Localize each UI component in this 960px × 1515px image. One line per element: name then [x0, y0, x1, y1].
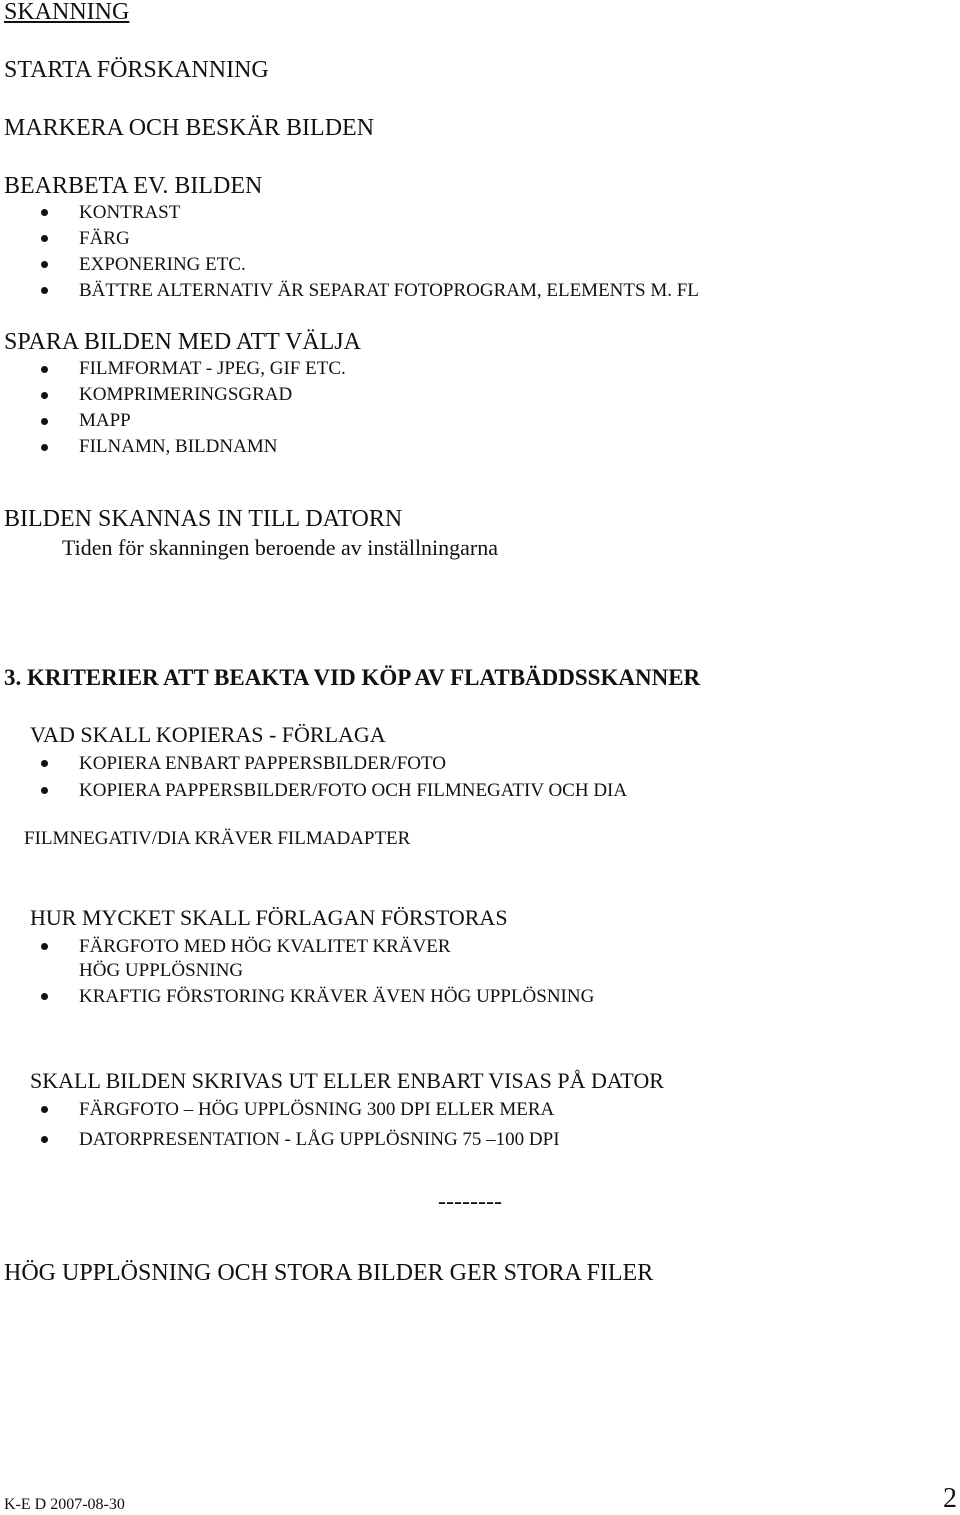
- bullet-icon: [41, 418, 48, 425]
- heading-skall-bilden: SKALL BILDEN SKRIVAS UT ELLER ENBART VISAS PÅ DATOR: [30, 1068, 664, 1093]
- section-title-skanning: SKANNING: [4, 0, 130, 25]
- list-item: FÄRG: [79, 228, 130, 249]
- bullet-icon: [41, 366, 48, 373]
- heading-vad-skall-kopieras: VAD SKALL KOPIERAS - FÖRLAGA: [30, 722, 386, 747]
- list-item: KOPIERA ENBART PAPPERSBILDER/FOTO: [79, 753, 446, 774]
- bullet-icon: [41, 943, 48, 950]
- list-item: KRAFTIG FÖRSTORING KRÄVER ÄVEN HÖG UPPLÖSNING: [79, 986, 595, 1007]
- bullet-icon: [41, 1136, 48, 1143]
- bullet-icon: [41, 1106, 48, 1113]
- bullet-icon: [41, 235, 48, 242]
- list-item: KOMPRIMERINGSGRAD: [79, 384, 293, 405]
- footer-date: K-E D 2007-08-30: [4, 1496, 125, 1513]
- heading-bilden-skannas: BILDEN SKANNAS IN TILL DATORN: [4, 506, 403, 532]
- heading-hur-mycket: HUR MYCKET SKALL FÖRLAGAN FÖRSTORAS: [30, 905, 508, 930]
- bullet-icon: [41, 392, 48, 399]
- note-tiden: Tiden för skanningen beroende av inställningarna: [62, 535, 499, 560]
- list-item: FILMFORMAT - JPEG, GIF ETC.: [79, 358, 346, 379]
- list-item: DATORPRESENTATION - LÅG UPPLÖSNING 75 –100 DPI: [79, 1129, 560, 1150]
- list-item: MAPP: [79, 410, 131, 431]
- separator-dashes: --------: [438, 1189, 502, 1215]
- heading-bearbeta: BEARBETA EV. BILDEN: [4, 173, 263, 199]
- heading-markera-beskar: MARKERA OCH BESKÄR BILDEN: [4, 115, 375, 141]
- page-number: 2: [943, 1483, 957, 1514]
- list-item: KOPIERA PAPPERSBILDER/FOTO OCH FILMNEGATIV OCH DIA: [79, 780, 628, 801]
- bullet-icon: [41, 287, 48, 294]
- bullet-icon: [41, 209, 48, 216]
- list-item: EXPONERING ETC.: [79, 254, 246, 275]
- bullet-icon: [41, 760, 48, 767]
- list-item: FÄRGFOTO – HÖG UPPLÖSNING 300 DPI ELLER MERA: [79, 1099, 555, 1120]
- bullet-icon: [41, 993, 48, 1000]
- list-item: BÄTTRE ALTERNATIV ÄR SEPARAT FOTOPROGRAM, ELEMENTS M. FL: [79, 280, 699, 301]
- summary-line: HÖG UPPLÖSNING OCH STORA BILDER GER STORA FILER: [4, 1260, 654, 1286]
- note-filmnegativ: FILMNEGATIV/DIA KRÄVER FILMADAPTER: [24, 828, 411, 849]
- heading-starta-forskanning: STARTA FÖRSKANNING: [4, 57, 269, 83]
- heading-spara-bilden: SPARA BILDEN MED ATT VÄLJA: [4, 329, 361, 355]
- list-item: FILNAMN, BILDNAMN: [79, 436, 278, 457]
- list-item: KONTRAST: [79, 202, 181, 223]
- section-title-kriterier: 3. KRITERIER ATT BEAKTA VID KÖP AV FLATBÄDDSSKANNER: [4, 665, 701, 690]
- list-item-continuation: HÖG UPPLÖSNING: [79, 960, 244, 981]
- bullet-icon: [41, 261, 48, 268]
- list-item: FÄRGFOTO MED HÖG KVALITET KRÄVER: [79, 936, 451, 957]
- bullet-icon: [41, 444, 48, 451]
- bullet-icon: [41, 787, 48, 794]
